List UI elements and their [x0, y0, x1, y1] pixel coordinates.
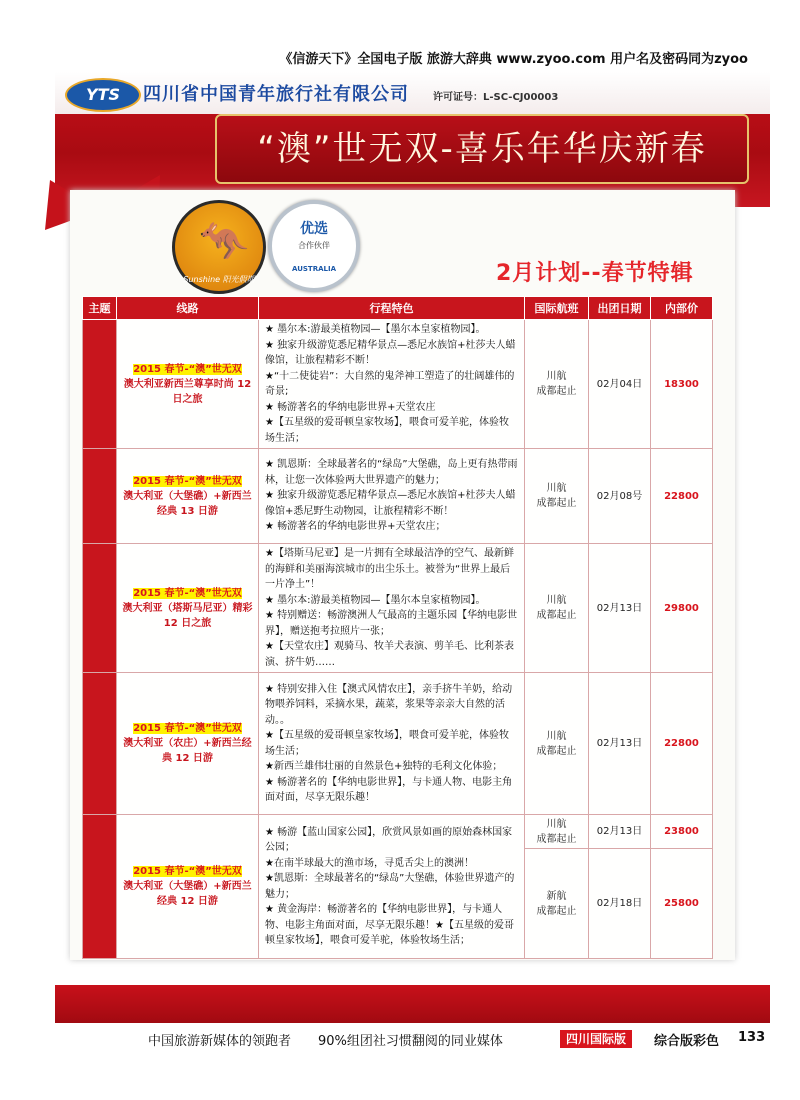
feature-item: ★ 墨尔本:游最美植物园—【墨尔本皇家植物园】。 [265, 324, 486, 335]
flight-cell: 川航 成都起止 [525, 449, 589, 544]
bottom-red-band [55, 985, 770, 1023]
feature-item: ★【五星级的爱哥顿皇家牧场】，喂食可爱羊驼，体验牧场生活； [265, 730, 509, 757]
header-route: 线路 [117, 297, 259, 320]
route-highlight: 2015 春节-“澳”世无双 [133, 723, 242, 734]
feature-item: ★ 特别赠送：畅游澳洲人气最高的主题乐园【华纳电影世界】，赠送抱考拉照片一张； [265, 610, 518, 637]
route-cell [117, 449, 259, 544]
features-cell [259, 673, 525, 815]
date-cell: 02月08号 [589, 449, 651, 544]
route-highlight: 2015 春节-“澳”世无双 [133, 587, 242, 599]
price-cell: 18300 [651, 320, 713, 449]
kangaroo-icon: 🦘 [199, 219, 249, 265]
sunshine-badge-text: Sunshine 阳光假期 [183, 275, 255, 284]
date-cell: 02月13日 [589, 673, 651, 815]
route-highlight: 2015 春节-“澳”世无双 [133, 363, 242, 375]
route-name: 澳大利亚（塔斯马尼亚）精彩 12 日之旅 [122, 602, 253, 629]
feature-item: ★【五星级的爱哥顿皇家牧场】，喂食可爱羊驼，体验牧场生活； [265, 417, 509, 444]
route-highlight: 2015 春节-“澳”世无双 [133, 475, 242, 487]
company-logo: YTS [65, 78, 141, 112]
australia-partner-badge [268, 200, 360, 292]
feature-item: ★ 独家升级游览悉尼精华景点—悉尼水族馆+杜莎夫人蜡像馆，让旅程精彩不断！ [265, 339, 516, 366]
itinerary-table [82, 296, 713, 959]
partner-title: 优选 [300, 221, 328, 237]
footer-edition-box: 四川国际版 [560, 1030, 632, 1048]
route-cell [117, 815, 259, 959]
feature-item: ★ 畅游著名的华纳电影世界+天堂农庄 [265, 401, 436, 413]
route-name: 澳大利亚（大堡礁）+新西兰经典 12 日游 [123, 881, 252, 907]
feature-item: ★在南半球最大的渔市场，寻觅舌尖上的澳洲！ [265, 857, 474, 869]
date-cell: 02月04日 [589, 320, 651, 449]
feature-item: ★ 特别安排入住【澳式风情农庄】，亲手挤牛羊奶，给动物喂养饲料，采摘水果，蔬菜，浆果等亲亲大自然的活动。。 [265, 683, 513, 726]
table-header-row [83, 297, 713, 320]
slogan-title: “澳”世无双-喜乐年华庆新春 [215, 114, 749, 184]
table-row [83, 673, 713, 815]
features-cell [259, 320, 525, 449]
top-publication-line: 《信游天下》全国电子版 旅游大辞典 www.zyoo.com 用户名及密码同为zyoo [279, 52, 748, 67]
route-cell [117, 320, 259, 449]
feature-item: ★ 凯恩斯：全球最著名的“绿岛”大堡礁，岛上更有热带雨林，让您一次体验两大世界遗产的魅力； [265, 459, 518, 486]
header-flight: 国际航班 [525, 297, 589, 320]
page-footer [0, 1028, 800, 1052]
feature-item: ★凯恩斯：全球最著名的“绿岛”大堡礁，体验世界遗产的魅力； [265, 873, 515, 900]
table-row [83, 320, 713, 449]
plan-title: 2月计划--春节特辑 [496, 261, 694, 286]
route-cell [117, 673, 259, 815]
license-number: 许可证号：L-SC-CJ00003 [433, 92, 559, 103]
route-highlight: 2015 春节-“澳”世无双 [133, 866, 242, 877]
date-cell: 02月18日 [589, 849, 651, 959]
page-number: 133 [738, 1030, 766, 1045]
header-date: 出团日期 [589, 297, 651, 320]
header-price: 内部价 [651, 297, 713, 320]
flight-cell: 川航 成都起止 [525, 544, 589, 673]
header-theme: 主题 [83, 297, 117, 320]
table-row [83, 449, 713, 544]
theme-cell [83, 815, 117, 959]
theme-cell [83, 673, 117, 815]
price-cell: 22800 [651, 673, 713, 815]
footer-slogan-middle: 90%组团社习惯翻阅的同业媒体 [318, 1034, 503, 1049]
flight-cell: 川航 成都起止 [525, 815, 589, 849]
feature-item: ★新西兰雄伟壮丽的自然景色+独特的毛利文化体验； [265, 761, 503, 772]
route-name: 澳大利亚新西兰尊享时尚 12 日之旅 [123, 378, 252, 405]
price-cell: 25800 [651, 849, 713, 959]
sunshine-kangaroo-badge [172, 200, 266, 294]
feature-item: ★ 墨尔本:游最美植物园—【墨尔本皇家植物园】。 [265, 594, 486, 606]
features-cell [259, 815, 525, 959]
flight-cell: 川航 成都起止 [525, 673, 589, 815]
route-name: 澳大利亚（大堡礁）+新西兰经典 13 日游 [123, 490, 252, 517]
table-row [83, 815, 713, 849]
features-cell [259, 449, 525, 544]
feature-item: ★【塔斯马尼亚】是一片拥有全球最洁净的空气、最新鲜的海鲜和美丽海滨城市的出尘乐土。被誉为“世界上最后一片净土”！ [265, 548, 514, 590]
feature-item: ★ 畅游【蓝山国家公园】，欣赏风景如画的原始森林国家公园； [265, 826, 513, 853]
date-cell: 02月13日 [589, 544, 651, 673]
theme-cell [83, 544, 117, 673]
features-cell [259, 544, 525, 673]
feature-item: ★ 独家升级游览悉尼精华景点—悉尼水族馆+杜莎夫人蜡像馆+悉尼野生动物园，让旅程精彩不断！ [265, 490, 516, 517]
date-cell: 02月13日 [589, 815, 651, 849]
flight-cell: 新航 成都起止 [525, 849, 589, 959]
price-cell: 29800 [651, 544, 713, 673]
feature-item: ★ 畅游著名的【华纳电影世界】，与卡通人物、电影主角面对面，尽享无限乐趣！ [265, 776, 513, 803]
partner-subtitle: 合作伙伴 [298, 241, 330, 250]
feature-item: ★ 黄金海岸：畅游著名的【华纳电影世界】，与卡通人物、电影主角面对面，尽享无限乐趣！★【五星级的爱哥顿皇家牧场】，喂食可爱羊驼，体验牧场生活； [265, 904, 514, 946]
footer-edition: 综合版彩色 [654, 1034, 720, 1049]
table-row [83, 544, 713, 673]
theme-cell [83, 449, 117, 544]
company-name: 四川省中国青年旅行社有限公司 [143, 84, 409, 105]
feature-item: ★“十二使徒岩”：大自然的鬼斧神工塑造了的壮阔雄伟的奇景; [265, 370, 515, 397]
flight-cell: 川航 成都起止 [525, 320, 589, 449]
price-cell: 23800 [651, 815, 713, 849]
route-name: 澳大利亚（农庄）+新西兰经典 12 日游 [123, 738, 252, 764]
header-features: 行程特色 [259, 297, 525, 320]
route-cell [117, 544, 259, 673]
price-cell: 22800 [651, 449, 713, 544]
theme-cell [83, 320, 117, 449]
feature-item: ★【天堂农庄】观骑马、牧羊犬表演、剪羊毛、比利茶表演、挤牛奶…… [265, 641, 514, 668]
footer-slogan-left: 中国旅游新媒体的领跑者 [148, 1034, 292, 1049]
partner-brand: AUSTRALIA [292, 265, 336, 273]
feature-item: ★ 畅游著名的华纳电影世界+天堂农庄； [265, 521, 446, 533]
